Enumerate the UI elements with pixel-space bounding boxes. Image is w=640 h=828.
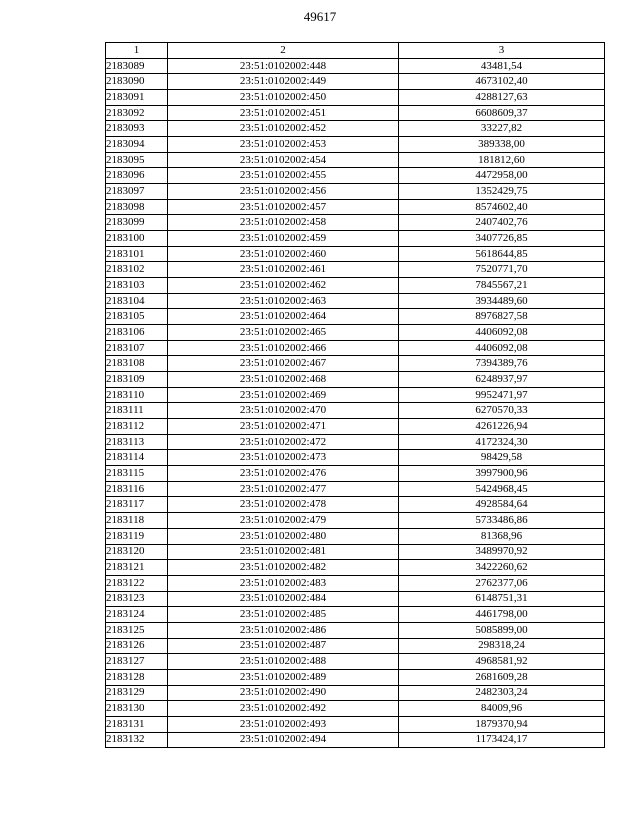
row-id-cell: 2183119 (106, 528, 168, 544)
cadastral-number-cell: 23:51:0102002:464 (168, 309, 399, 325)
table-row (106, 246, 605, 262)
value-cell: 4172324,30 (399, 434, 605, 450)
row-id-cell: 2183091 (106, 90, 168, 106)
row-id-cell: 2183122 (106, 575, 168, 591)
data-table (105, 42, 605, 748)
cadastral-number-cell: 23:51:0102002:482 (168, 560, 399, 576)
row-id-cell: 2183106 (106, 325, 168, 341)
table-row (106, 701, 605, 717)
table-row (106, 528, 605, 544)
value-cell: 3934489,60 (399, 293, 605, 309)
value-cell: 4928584,64 (399, 497, 605, 513)
value-cell: 4472958,00 (399, 168, 605, 184)
row-id-cell: 2183130 (106, 701, 168, 717)
row-id-cell: 2183105 (106, 309, 168, 325)
row-id-cell: 2183126 (106, 638, 168, 654)
row-id-cell: 2183128 (106, 669, 168, 685)
table-row (106, 716, 605, 732)
row-id-cell: 2183096 (106, 168, 168, 184)
cadastral-number-cell: 23:51:0102002:465 (168, 325, 399, 341)
cadastral-number-cell: 23:51:0102002:471 (168, 419, 399, 435)
column-header-2: 2 (168, 43, 399, 59)
table-row (106, 403, 605, 419)
table-row (106, 168, 605, 184)
value-cell: 43481,54 (399, 58, 605, 74)
row-id-cell: 2183121 (106, 560, 168, 576)
table-body (106, 58, 605, 748)
value-cell: 6148751,31 (399, 591, 605, 607)
row-id-cell: 2183108 (106, 356, 168, 372)
cadastral-number-cell: 23:51:0102002:470 (168, 403, 399, 419)
value-cell: 4406092,08 (399, 325, 605, 341)
table-row (106, 325, 605, 341)
table-header-row (106, 43, 605, 59)
value-cell: 4288127,63 (399, 90, 605, 106)
table-row (106, 152, 605, 168)
row-id-cell: 2183104 (106, 293, 168, 309)
table-row (106, 262, 605, 278)
table-row (106, 105, 605, 121)
cadastral-number-cell: 23:51:0102002:494 (168, 732, 399, 748)
cadastral-number-cell: 23:51:0102002:486 (168, 622, 399, 638)
table-row (106, 215, 605, 231)
cadastral-number-cell: 23:51:0102002:455 (168, 168, 399, 184)
table-row (106, 419, 605, 435)
table-row (106, 685, 605, 701)
cadastral-number-cell: 23:51:0102002:484 (168, 591, 399, 607)
value-cell: 7520771,70 (399, 262, 605, 278)
cadastral-number-cell: 23:51:0102002:476 (168, 466, 399, 482)
row-id-cell: 2183095 (106, 152, 168, 168)
value-cell: 8574602,40 (399, 199, 605, 215)
table-row (106, 654, 605, 670)
row-id-cell: 2183132 (106, 732, 168, 748)
cadastral-number-cell: 23:51:0102002:467 (168, 356, 399, 372)
value-cell: 5618644,85 (399, 246, 605, 262)
value-cell: 6270570,33 (399, 403, 605, 419)
row-id-cell: 2183117 (106, 497, 168, 513)
row-id-cell: 2183098 (106, 199, 168, 215)
row-id-cell: 2183109 (106, 372, 168, 388)
table-row (106, 481, 605, 497)
table-row (106, 58, 605, 74)
value-cell: 5085899,00 (399, 622, 605, 638)
cadastral-number-cell: 23:51:0102002:488 (168, 654, 399, 670)
column-header-1: 1 (106, 43, 168, 59)
row-id-cell: 2183116 (106, 481, 168, 497)
cadastral-number-cell: 23:51:0102002:493 (168, 716, 399, 732)
value-cell: 3422260,62 (399, 560, 605, 576)
table-row (106, 340, 605, 356)
cadastral-number-cell: 23:51:0102002:489 (168, 669, 399, 685)
row-id-cell: 2183089 (106, 58, 168, 74)
cadastral-number-cell: 23:51:0102002:490 (168, 685, 399, 701)
table-row (106, 387, 605, 403)
cadastral-number-cell: 23:51:0102002:478 (168, 497, 399, 513)
table-row (106, 466, 605, 482)
table-row (106, 513, 605, 529)
table-row (106, 199, 605, 215)
value-cell: 9952471,97 (399, 387, 605, 403)
table-row (106, 607, 605, 623)
value-cell: 6608609,37 (399, 105, 605, 121)
cadastral-number-cell: 23:51:0102002:472 (168, 434, 399, 450)
cadastral-number-cell: 23:51:0102002:457 (168, 199, 399, 215)
cadastral-number-cell: 23:51:0102002:469 (168, 387, 399, 403)
value-cell: 2681609,28 (399, 669, 605, 685)
row-id-cell: 2183120 (106, 544, 168, 560)
column-header-3: 3 (399, 43, 605, 59)
value-cell: 4261226,94 (399, 419, 605, 435)
table-row (106, 184, 605, 200)
cadastral-number-cell: 23:51:0102002:468 (168, 372, 399, 388)
table-row (106, 356, 605, 372)
value-cell: 181812,60 (399, 152, 605, 168)
value-cell: 298318,24 (399, 638, 605, 654)
value-cell: 1173424,17 (399, 732, 605, 748)
value-cell: 6248937,97 (399, 372, 605, 388)
value-cell: 33227,82 (399, 121, 605, 137)
table-row (106, 669, 605, 685)
cadastral-number-cell: 23:51:0102002:473 (168, 450, 399, 466)
table-row (106, 497, 605, 513)
table-row (106, 231, 605, 247)
row-id-cell: 2183131 (106, 716, 168, 732)
table-row (106, 622, 605, 638)
row-id-cell: 2183102 (106, 262, 168, 278)
table-row (106, 560, 605, 576)
cadastral-number-cell: 23:51:0102002:449 (168, 74, 399, 90)
value-cell: 7394389,76 (399, 356, 605, 372)
cadastral-number-cell: 23:51:0102002:487 (168, 638, 399, 654)
cadastral-number-cell: 23:51:0102002:452 (168, 121, 399, 137)
table-row (106, 575, 605, 591)
cadastral-number-cell: 23:51:0102002:451 (168, 105, 399, 121)
table-row (106, 591, 605, 607)
value-cell: 4461798,00 (399, 607, 605, 623)
cadastral-number-cell: 23:51:0102002:458 (168, 215, 399, 231)
row-id-cell: 2183124 (106, 607, 168, 623)
value-cell: 2762377,06 (399, 575, 605, 591)
row-id-cell: 2183125 (106, 622, 168, 638)
cadastral-number-cell: 23:51:0102002:481 (168, 544, 399, 560)
row-id-cell: 2183127 (106, 654, 168, 670)
value-cell: 4406092,08 (399, 340, 605, 356)
value-cell: 84009,96 (399, 701, 605, 717)
value-cell: 3997900,96 (399, 466, 605, 482)
row-id-cell: 2183101 (106, 246, 168, 262)
value-cell: 2407402,76 (399, 215, 605, 231)
value-cell: 1879370,94 (399, 716, 605, 732)
value-cell: 81368,96 (399, 528, 605, 544)
value-cell: 98429,58 (399, 450, 605, 466)
value-cell: 4968581,92 (399, 654, 605, 670)
table-row (106, 137, 605, 153)
row-id-cell: 2183110 (106, 387, 168, 403)
cadastral-number-cell: 23:51:0102002:462 (168, 278, 399, 294)
table-row (106, 309, 605, 325)
table-row (106, 732, 605, 748)
cadastral-number-cell: 23:51:0102002:453 (168, 137, 399, 153)
row-id-cell: 2183129 (106, 685, 168, 701)
table-row (106, 90, 605, 106)
row-id-cell: 2183114 (106, 450, 168, 466)
cadastral-number-cell: 23:51:0102002:480 (168, 528, 399, 544)
table-row (106, 278, 605, 294)
cadastral-number-cell: 23:51:0102002:448 (168, 58, 399, 74)
cadastral-number-cell: 23:51:0102002:461 (168, 262, 399, 278)
row-id-cell: 2183115 (106, 466, 168, 482)
value-cell: 5424968,45 (399, 481, 605, 497)
cadastral-number-cell: 23:51:0102002:483 (168, 575, 399, 591)
row-id-cell: 2183090 (106, 74, 168, 90)
table-row (106, 372, 605, 388)
cadastral-number-cell: 23:51:0102002:485 (168, 607, 399, 623)
row-id-cell: 2183092 (106, 105, 168, 121)
value-cell: 3407726,85 (399, 231, 605, 247)
page-number: 49617 (303, 9, 337, 24)
value-cell: 7845567,21 (399, 278, 605, 294)
row-id-cell: 2183100 (106, 231, 168, 247)
value-cell: 8976827,58 (399, 309, 605, 325)
row-id-cell: 2183123 (106, 591, 168, 607)
table-row (106, 434, 605, 450)
cadastral-number-cell: 23:51:0102002:466 (168, 340, 399, 356)
cadastral-number-cell: 23:51:0102002:479 (168, 513, 399, 529)
value-cell: 3489970,92 (399, 544, 605, 560)
row-id-cell: 2183112 (106, 419, 168, 435)
row-id-cell: 2183093 (106, 121, 168, 137)
row-id-cell: 2183118 (106, 513, 168, 529)
table-row (106, 638, 605, 654)
row-id-cell: 2183094 (106, 137, 168, 153)
cadastral-number-cell: 23:51:0102002:477 (168, 481, 399, 497)
cadastral-number-cell: 23:51:0102002:460 (168, 246, 399, 262)
cadastral-number-cell: 23:51:0102002:456 (168, 184, 399, 200)
row-id-cell: 2183111 (106, 403, 168, 419)
cadastral-number-cell: 23:51:0102002:454 (168, 152, 399, 168)
row-id-cell: 2183113 (106, 434, 168, 450)
table-row (106, 450, 605, 466)
table-row (106, 544, 605, 560)
value-cell: 2482303,24 (399, 685, 605, 701)
value-cell: 389338,00 (399, 137, 605, 153)
row-id-cell: 2183097 (106, 184, 168, 200)
table-row (106, 74, 605, 90)
table-row (106, 121, 605, 137)
row-id-cell: 2183099 (106, 215, 168, 231)
value-cell: 1352429,75 (399, 184, 605, 200)
table-row (106, 293, 605, 309)
row-id-cell: 2183107 (106, 340, 168, 356)
cadastral-number-cell: 23:51:0102002:463 (168, 293, 399, 309)
cadastral-number-cell: 23:51:0102002:492 (168, 701, 399, 717)
cadastral-number-cell: 23:51:0102002:459 (168, 231, 399, 247)
value-cell: 5733486,86 (399, 513, 605, 529)
cadastral-number-cell: 23:51:0102002:450 (168, 90, 399, 106)
row-id-cell: 2183103 (106, 278, 168, 294)
value-cell: 4673102,40 (399, 74, 605, 90)
